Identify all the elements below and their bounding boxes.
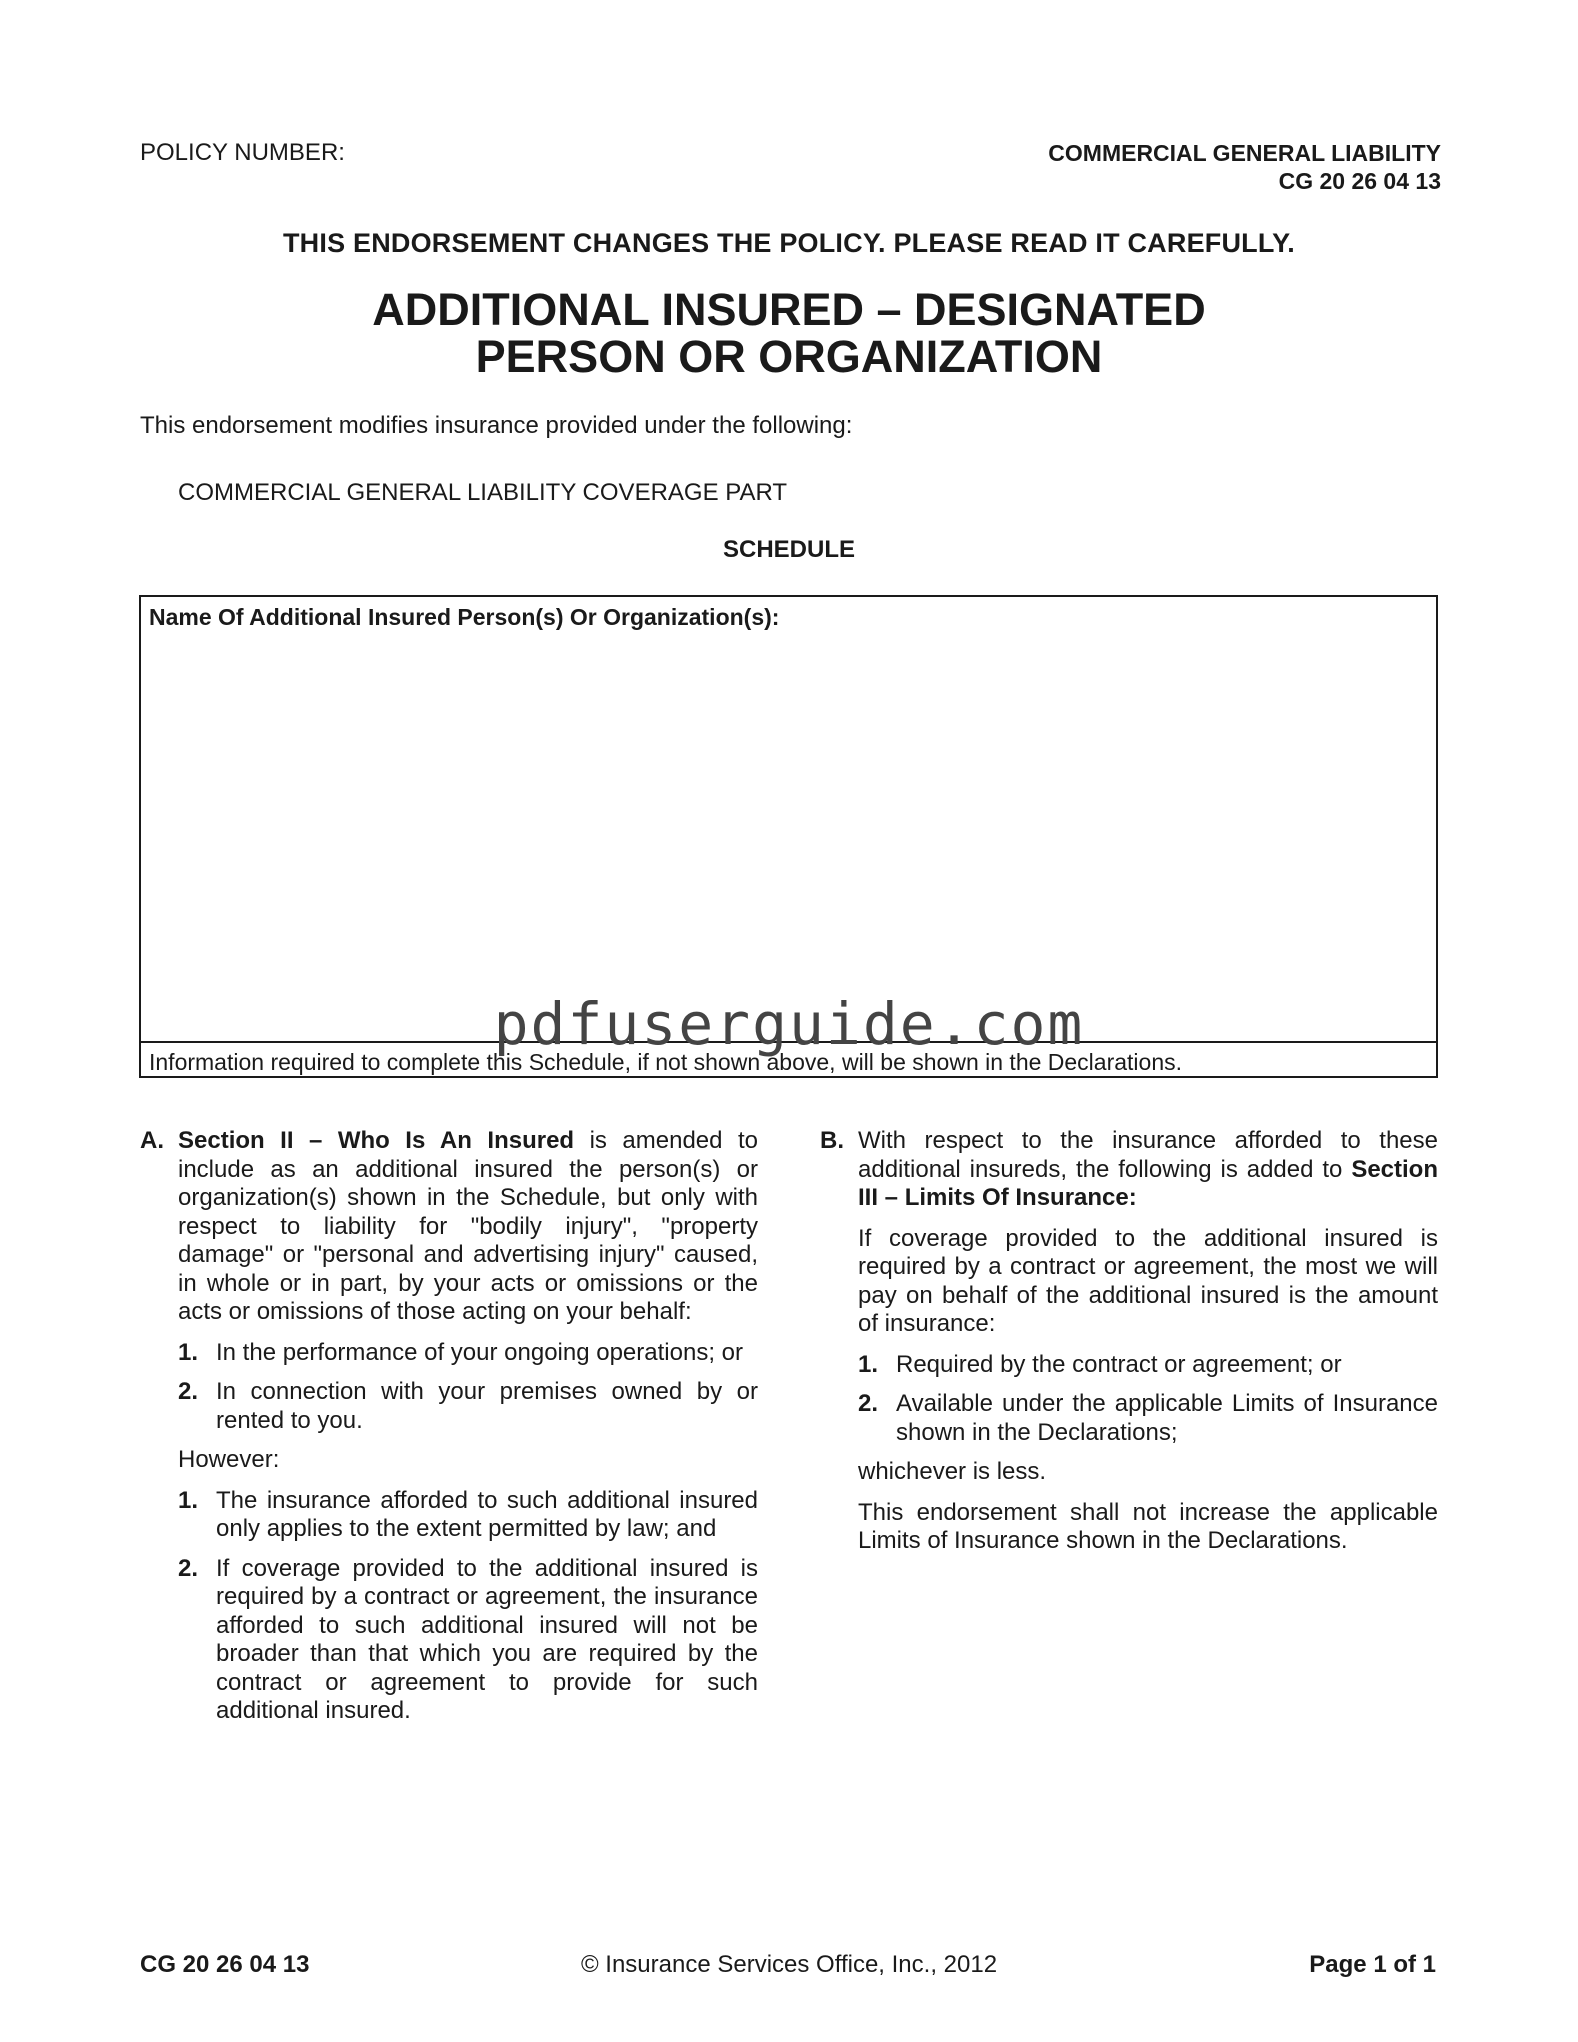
item-text: In the performance of your ongoing operations; or bbox=[216, 1338, 743, 1366]
schedule-info: Information required to complete this Schedule, if not shown above, will be shown in the Declarations. bbox=[149, 1049, 1183, 1075]
form-line-title: COMMERCIAL GENERAL LIABILITY bbox=[1048, 140, 1441, 166]
endorsement-notice: THIS ENDORSEMENT CHANGES THE POLICY. PLEASE READ IT CAREFULLY. bbox=[282, 228, 1295, 258]
footer-form-number: CG 20 26 04 13 bbox=[140, 1951, 310, 1978]
item-number: 1. bbox=[178, 1338, 199, 1366]
section-b-items bbox=[820, 1351, 1438, 1448]
list-item bbox=[178, 1378, 758, 1435]
policy-number-label: POLICY NUMBER: bbox=[140, 139, 345, 166]
footer-page-number: Page 1 of 1 bbox=[1309, 1951, 1436, 1978]
whichever-text: whichever is less. bbox=[858, 1458, 1047, 1485]
section-a-label: A. bbox=[140, 1127, 164, 1154]
section-b-paragraph bbox=[820, 1127, 1438, 1213]
list-item bbox=[858, 1390, 1438, 1447]
form-identifier bbox=[1048, 139, 1441, 195]
title-line-2: PERSON OR ORGANIZATION bbox=[475, 331, 1103, 382]
document-title bbox=[0, 286, 1578, 380]
section-a-column bbox=[140, 1127, 758, 1737]
schedule-name-label: Name Of Additional Insured Person(s) Or Organization(s): bbox=[149, 604, 780, 630]
coverage-part: COMMERCIAL GENERAL LIABILITY COVERAGE PART bbox=[178, 479, 788, 506]
section-b-bold-tail: Section III – Limits Of Insurance: bbox=[858, 1155, 1438, 1211]
section-b-column bbox=[820, 1127, 1438, 1568]
schedule-heading: SCHEDULE bbox=[722, 536, 855, 563]
however-label: However: bbox=[178, 1446, 280, 1473]
section-b-label: B. bbox=[820, 1127, 844, 1154]
list-item bbox=[178, 1487, 758, 1544]
item-text: If coverage provided to the additional insured is required by a contract or agreement, the insurance afforded to such additional insured will not be broader than that which you are required by the contract or agreement to provide for such additional insured. bbox=[216, 1554, 758, 1724]
item-number: 2. bbox=[858, 1390, 879, 1417]
item-number: 2. bbox=[178, 1554, 199, 1582]
watermark: pdfuserguide.com bbox=[493, 990, 1085, 1058]
item-number: 2. bbox=[178, 1378, 199, 1405]
section-a-lead: Section II – Who Is An Insured bbox=[178, 1127, 575, 1154]
item-text: The insurance afforded to such additional insured only applies to the extent permitted by law; and bbox=[216, 1486, 758, 1542]
footer-copyright: © Insurance Services Office, Inc., 2012 bbox=[580, 1951, 998, 1978]
section-b-paragraph-2: If coverage provided to the additional insured is required by a contract or agreement, the most we will pay on behalf of the additional insured is the amount of insurance: bbox=[858, 1224, 1438, 1337]
item-text: Required by the contract or agreement; or bbox=[896, 1350, 1342, 1378]
intro-text: This endorsement modifies insurance provided under the following: bbox=[140, 412, 853, 439]
item-text: In connection with your premises owned by or rented to you. bbox=[216, 1378, 758, 1434]
closing-text: This endorsement shall not increase the applicable Limits of Insurance shown in the Declarations. bbox=[858, 1498, 1438, 1554]
title-line-1: ADDITIONAL INSURED – DESIGNATED bbox=[372, 284, 1206, 335]
item-number: 1. bbox=[858, 1350, 879, 1378]
section-b-text: With respect to the insurance afforded to these additional insureds, the following is added to bbox=[858, 1127, 1438, 1183]
list-item bbox=[178, 1339, 758, 1368]
however-items bbox=[140, 1487, 758, 1726]
section-a-paragraph bbox=[140, 1127, 758, 1327]
list-item bbox=[858, 1351, 1438, 1380]
section-a-items bbox=[140, 1339, 758, 1436]
item-text: Available under the applicable Limits of Insurance shown in the Declarations; bbox=[896, 1390, 1438, 1446]
list-item bbox=[178, 1555, 758, 1726]
item-number: 1. bbox=[178, 1486, 199, 1514]
section-a-text: is amended to include as an additional insured the person(s) or organization(s) shown in the Schedule, but only with respect to liability for "bodily injury", "property damage" or "personal and advertising injury" caused, in whole or in part, by your acts or omissions or the acts or omissions of those acting on your behalf: bbox=[178, 1127, 758, 1325]
form-line-number: CG 20 26 04 13 bbox=[1278, 168, 1441, 194]
